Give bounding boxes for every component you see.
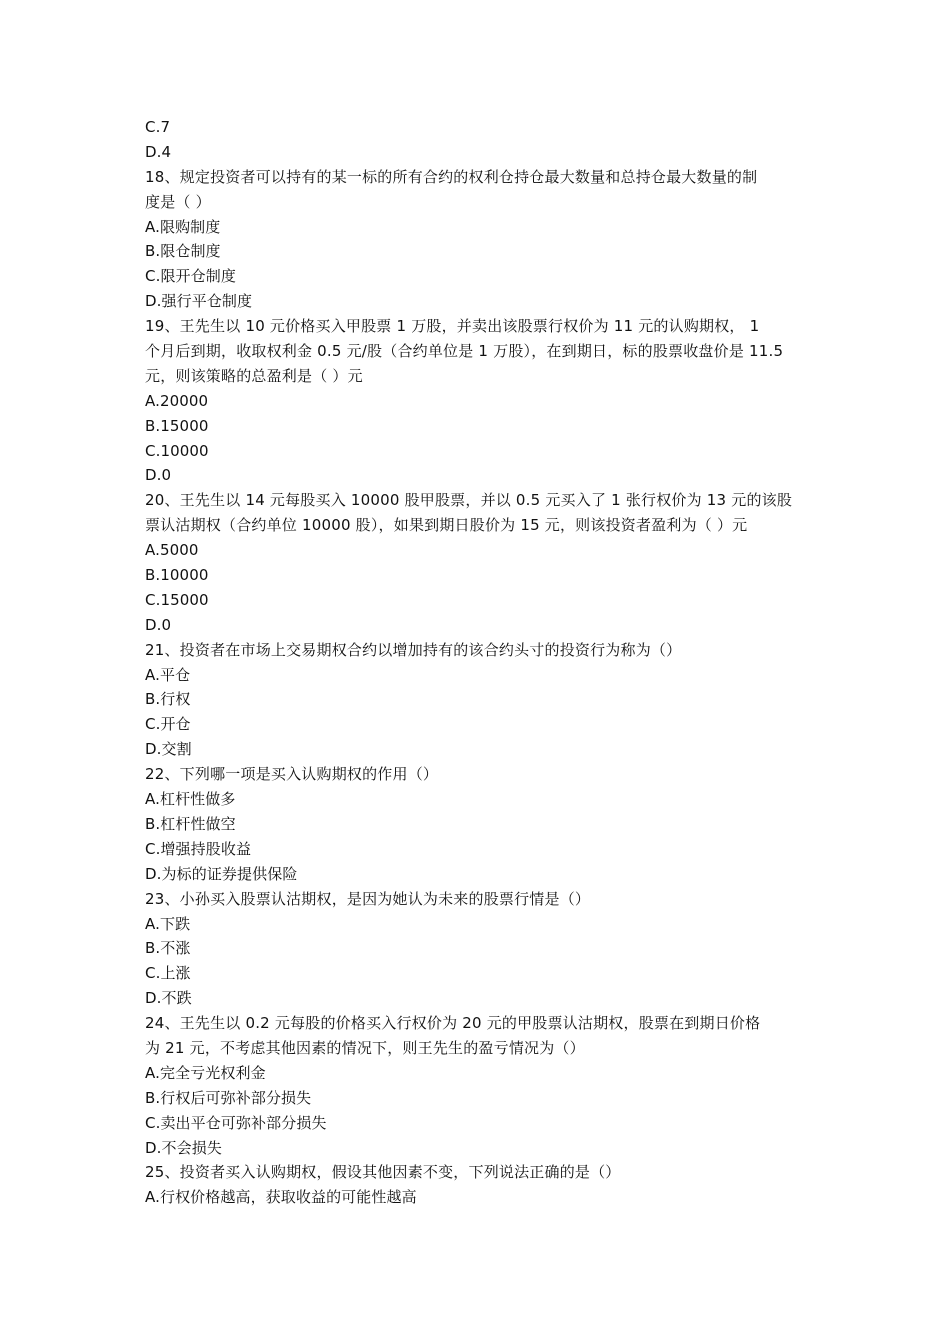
answer-option-line: D.4 bbox=[145, 142, 172, 161]
answer-option-line: C.7 bbox=[145, 118, 171, 136]
question-line: 20、王先生以 14 元每股买入 10000 股甲股票，并以 0.5 元买入了 1 张行权价为 13 元的该股 bbox=[145, 491, 793, 510]
answer-option-line: D.为标的证券提供保险 bbox=[145, 864, 298, 883]
answer-option-line: A.平仓 bbox=[145, 665, 191, 684]
answer-option-line: C.上涨 bbox=[145, 964, 191, 983]
answer-option-line: B.不涨 bbox=[145, 939, 191, 958]
answer-option-line: D.0 bbox=[145, 615, 172, 634]
question-line: 元，则该策略的总盈利是（ ）元 bbox=[145, 366, 363, 385]
answer-option-line: D.强行平仓制度 bbox=[145, 292, 253, 311]
answer-option-line: B.行权后可弥补部分损失 bbox=[145, 1088, 312, 1107]
answer-option-line: B.10000 bbox=[145, 566, 209, 585]
question-text-block bbox=[145, 115, 810, 1210]
answer-option-line: B.15000 bbox=[145, 416, 209, 435]
answer-option-line: A.20000 bbox=[145, 391, 209, 410]
answer-option-line: D.不会损失 bbox=[145, 1138, 222, 1157]
question-line: 22、下列哪一项是买入认购期权的作用（） bbox=[145, 765, 439, 784]
answer-option-line: C.15000 bbox=[145, 590, 209, 609]
question-line: 18、规定投资者可以持有的某一标的所有合约的权利仓持仓最大数量和总持仓最大数量的制 bbox=[145, 167, 758, 186]
answer-option-line: C.限开仓制度 bbox=[145, 267, 236, 286]
question-line: 24、王先生以 0.2 元每股的价格买入行权价为 20 元的甲股票认沽期权，股票在到期日价格 bbox=[145, 1014, 761, 1033]
question-line: 度是（ ） bbox=[145, 192, 211, 211]
answer-option-line: C.卖出平仓可弥补部分损失 bbox=[145, 1113, 327, 1132]
answer-option-line: A.杠杆性做多 bbox=[145, 790, 236, 809]
answer-option-line: D.交割 bbox=[145, 740, 192, 759]
answer-option-line: A.5000 bbox=[145, 541, 199, 560]
answer-option-line: D.不跌 bbox=[145, 989, 192, 1008]
answer-option-line: A.下跌 bbox=[145, 914, 191, 933]
question-line: 19、王先生以 10 元价格买入甲股票 1 万股，并卖出该股票行权价为 11 元的认购期权， 1 bbox=[145, 317, 760, 336]
question-line: 25、投资者买入认购期权，假设其他因素不变，下列说法正确的是（） bbox=[145, 1163, 621, 1182]
answer-option-line: B.杠杆性做空 bbox=[145, 814, 236, 833]
question-line: 23、小孙买入股票认沽期权，是因为她认为未来的股票行情是（） bbox=[145, 889, 591, 908]
answer-option-line: B.限仓制度 bbox=[145, 242, 221, 261]
answer-option-line: C.10000 bbox=[145, 441, 209, 460]
answer-option-line: A.限购制度 bbox=[145, 217, 221, 236]
answer-option-line: B.行权 bbox=[145, 690, 191, 709]
answer-option-line: C.增强持股收益 bbox=[145, 839, 252, 858]
answer-option-line: D.0 bbox=[145, 466, 172, 485]
question-line: 个月后到期，收取权利金 0.5 元/股（合约单位是 1 万股），在到期日，标的股票收盘价是 11.5 bbox=[145, 342, 784, 361]
answer-option-line: A.完全亏光权利金 bbox=[145, 1063, 266, 1082]
question-line: 票认沽期权（合约单位 10000 股），如果到期日股价为 15 元，则该投资者盈利为（ ）元 bbox=[145, 516, 748, 535]
question-line: 21、投资者在市场上交易期权合约以增加持有的该合约头寸的投资行为称为（） bbox=[145, 640, 682, 659]
answer-option-line: C.开仓 bbox=[145, 715, 191, 734]
answer-option-line: A.行权价格越高，获取收益的可能性越高 bbox=[145, 1188, 417, 1207]
question-line: 为 21 元，不考虑其他因素的情况下，则王先生的盈亏情况为（） bbox=[145, 1038, 585, 1057]
